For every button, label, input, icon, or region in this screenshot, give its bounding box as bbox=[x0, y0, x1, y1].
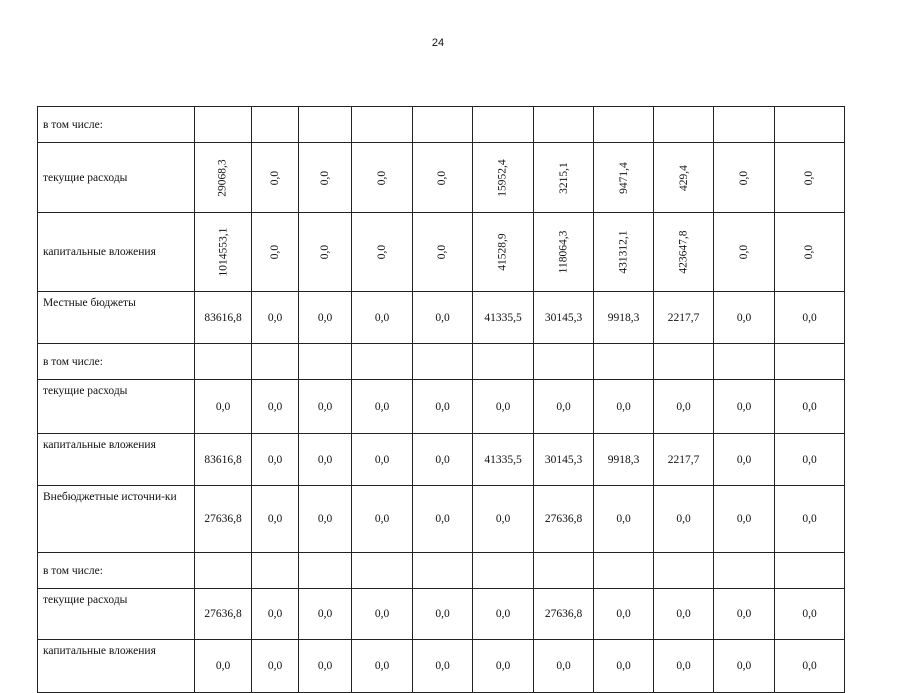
table-cell bbox=[714, 213, 775, 292]
table-body bbox=[38, 107, 845, 693]
table-cell bbox=[195, 107, 252, 143]
table-cell: 0,0 bbox=[654, 589, 714, 640]
table-cell: 0,0 bbox=[413, 589, 473, 640]
table-cell: 0,0 bbox=[534, 380, 594, 434]
row-label: Внебюджетные источни-ки bbox=[38, 486, 195, 553]
table-cell: 0,0 bbox=[195, 380, 252, 434]
table-cell bbox=[654, 344, 714, 380]
table-cell: 27636,8 bbox=[534, 589, 594, 640]
table-row bbox=[38, 344, 845, 380]
table-cell bbox=[352, 107, 413, 143]
table-cell: 0,0 bbox=[252, 589, 299, 640]
table-row bbox=[38, 434, 845, 486]
table-row bbox=[38, 589, 845, 640]
table-row bbox=[38, 107, 845, 143]
table-cell bbox=[252, 553, 299, 589]
cell-value: 0,0 bbox=[376, 244, 388, 260]
table-cell bbox=[654, 143, 714, 213]
table-row bbox=[38, 486, 845, 553]
row-label: текущие расходы bbox=[38, 143, 195, 213]
cell-value: 0,0 bbox=[803, 170, 816, 185]
table-cell bbox=[473, 344, 534, 380]
table-cell bbox=[413, 213, 473, 292]
table-cell: 0,0 bbox=[775, 434, 845, 486]
table-cell bbox=[775, 344, 845, 380]
row-label: капитальные вложения bbox=[38, 434, 195, 486]
table-cell: 0,0 bbox=[714, 589, 775, 640]
table-cell bbox=[714, 143, 775, 213]
table-cell bbox=[594, 107, 654, 143]
table-cell: 0,0 bbox=[352, 486, 413, 553]
table-cell: 0,0 bbox=[413, 640, 473, 693]
table-cell: 9918,3 bbox=[594, 292, 654, 344]
table-cell: 0,0 bbox=[654, 380, 714, 434]
table-cell bbox=[775, 553, 845, 589]
table-cell: 0,0 bbox=[594, 589, 654, 640]
table-cell bbox=[534, 553, 594, 589]
table-cell bbox=[534, 213, 594, 292]
table-cell: 0,0 bbox=[775, 589, 845, 640]
table-cell bbox=[413, 143, 473, 213]
table-cell: 0,0 bbox=[775, 640, 845, 693]
table-cell bbox=[654, 553, 714, 589]
table-cell bbox=[594, 553, 654, 589]
table-cell: 30145,3 bbox=[534, 434, 594, 486]
table-cell bbox=[654, 213, 714, 292]
cell-value: 3215,1 bbox=[557, 161, 570, 194]
table-cell: 0,0 bbox=[252, 640, 299, 693]
table-row bbox=[38, 292, 845, 344]
cell-value: 0,0 bbox=[436, 170, 449, 185]
table-row bbox=[38, 553, 845, 589]
table-cell: 0,0 bbox=[352, 640, 413, 693]
table-cell: 0,0 bbox=[473, 380, 534, 434]
cell-value: 0,0 bbox=[269, 244, 281, 260]
table-cell: 0,0 bbox=[714, 486, 775, 553]
table-cell bbox=[473, 107, 534, 143]
table-cell: 0,0 bbox=[473, 640, 534, 693]
table-cell: 83616,8 bbox=[195, 434, 252, 486]
table-cell: 27636,8 bbox=[195, 589, 252, 640]
table-cell bbox=[195, 553, 252, 589]
cell-value: 0,0 bbox=[319, 244, 331, 260]
table-cell bbox=[299, 107, 352, 143]
table-cell: 0,0 bbox=[252, 292, 299, 344]
table-cell bbox=[594, 143, 654, 213]
row-label: в том числе: bbox=[38, 553, 195, 589]
table-cell: 27636,8 bbox=[534, 486, 594, 553]
table-cell: 2217,7 bbox=[654, 292, 714, 344]
budget-table bbox=[37, 106, 845, 693]
cell-value: 0,0 bbox=[738, 244, 750, 260]
row-label: Местные бюджеты bbox=[38, 292, 195, 344]
cell-value: 423647,8 bbox=[677, 230, 690, 274]
table-cell bbox=[352, 553, 413, 589]
table-cell: 0,0 bbox=[195, 640, 252, 693]
table-cell bbox=[534, 344, 594, 380]
table-cell bbox=[252, 213, 299, 292]
table-cell bbox=[775, 107, 845, 143]
table-cell bbox=[714, 553, 775, 589]
cell-value: 431312,1 bbox=[617, 230, 630, 274]
page-number: 24 bbox=[431, 37, 445, 49]
table-cell bbox=[299, 344, 352, 380]
table-cell: 0,0 bbox=[352, 589, 413, 640]
row-label: капитальные вложения bbox=[38, 213, 195, 292]
table-cell: 0,0 bbox=[775, 486, 845, 553]
row-label: капитальные вложения bbox=[38, 640, 195, 693]
table-cell: 0,0 bbox=[352, 434, 413, 486]
table-cell: 0,0 bbox=[714, 292, 775, 344]
table-cell: 0,0 bbox=[299, 434, 352, 486]
table-cell: 0,0 bbox=[594, 640, 654, 693]
table-cell bbox=[473, 143, 534, 213]
table-cell: 0,0 bbox=[299, 292, 352, 344]
table-cell: 0,0 bbox=[299, 380, 352, 434]
cell-value: 1014553,1 bbox=[217, 227, 229, 277]
row-label: в том числе: bbox=[38, 107, 195, 143]
table-cell: 0,0 bbox=[775, 292, 845, 344]
table-row bbox=[38, 213, 845, 292]
table-cell: 0,0 bbox=[252, 380, 299, 434]
table-cell: 41335,5 bbox=[473, 434, 534, 486]
table-cell bbox=[413, 344, 473, 380]
table-cell: 0,0 bbox=[413, 380, 473, 434]
table-cell bbox=[775, 213, 845, 292]
table-cell: 83616,8 bbox=[195, 292, 252, 344]
table-row bbox=[38, 640, 845, 693]
cell-value: 0,0 bbox=[803, 244, 816, 260]
table-cell bbox=[252, 344, 299, 380]
table-cell: 0,0 bbox=[594, 380, 654, 434]
table-cell bbox=[473, 213, 534, 292]
table-cell: 2217,7 bbox=[654, 434, 714, 486]
table-cell bbox=[252, 143, 299, 213]
cell-value: 118064,3 bbox=[557, 230, 570, 274]
table-cell: 0,0 bbox=[299, 640, 352, 693]
table-cell: 41335,5 bbox=[473, 292, 534, 344]
table-cell bbox=[714, 107, 775, 143]
table-cell bbox=[775, 143, 845, 213]
table-row bbox=[38, 143, 845, 213]
table-cell: 0,0 bbox=[352, 292, 413, 344]
table-cell: 0,0 bbox=[654, 640, 714, 693]
table-cell bbox=[654, 107, 714, 143]
table-cell: 9918,3 bbox=[594, 434, 654, 486]
table-cell bbox=[299, 143, 352, 213]
table-cell bbox=[195, 213, 252, 292]
table-cell: 0,0 bbox=[352, 380, 413, 434]
table-cell bbox=[594, 213, 654, 292]
table-cell bbox=[352, 143, 413, 213]
cell-value: 0,0 bbox=[436, 244, 449, 260]
table-cell bbox=[195, 344, 252, 380]
cell-value: 0,0 bbox=[376, 170, 388, 185]
table-cell: 30145,3 bbox=[534, 292, 594, 344]
cell-value: 0,0 bbox=[269, 170, 281, 185]
table-cell bbox=[352, 344, 413, 380]
table-cell bbox=[299, 213, 352, 292]
table-cell: 0,0 bbox=[714, 380, 775, 434]
cell-value: 41528,9 bbox=[497, 233, 509, 271]
table-cell: 0,0 bbox=[413, 486, 473, 553]
table-cell: 0,0 bbox=[594, 486, 654, 553]
table-cell: 0,0 bbox=[252, 486, 299, 553]
table-cell bbox=[534, 143, 594, 213]
cell-value: 9471,4 bbox=[617, 161, 630, 194]
table-row bbox=[38, 380, 845, 434]
table-cell bbox=[714, 344, 775, 380]
table-cell: 0,0 bbox=[299, 589, 352, 640]
table-cell bbox=[534, 107, 594, 143]
table-cell bbox=[473, 553, 534, 589]
table-cell: 0,0 bbox=[252, 434, 299, 486]
cell-value: 29068,3 bbox=[217, 158, 229, 197]
table-cell: 0,0 bbox=[714, 434, 775, 486]
table-cell: 0,0 bbox=[413, 434, 473, 486]
table-cell bbox=[352, 213, 413, 292]
table-cell bbox=[594, 344, 654, 380]
row-label: текущие расходы bbox=[38, 589, 195, 640]
cell-value: 0,0 bbox=[319, 170, 331, 185]
table-cell bbox=[413, 107, 473, 143]
table-cell bbox=[195, 143, 252, 213]
row-label: в том числе: bbox=[38, 344, 195, 380]
table-cell: 27636,8 bbox=[195, 486, 252, 553]
cell-value: 429,4 bbox=[677, 164, 690, 191]
table-cell bbox=[413, 553, 473, 589]
table-cell bbox=[252, 107, 299, 143]
table-cell bbox=[299, 553, 352, 589]
cell-value: 0,0 bbox=[738, 170, 750, 185]
row-label: текущие расходы bbox=[38, 380, 195, 434]
table-cell: 0,0 bbox=[473, 486, 534, 553]
table-cell: 0,0 bbox=[413, 292, 473, 344]
table-cell: 0,0 bbox=[654, 486, 714, 553]
table-cell: 0,0 bbox=[534, 640, 594, 693]
table-cell: 0,0 bbox=[299, 486, 352, 553]
cell-value: 15952,4 bbox=[497, 158, 509, 197]
table-cell: 0,0 bbox=[775, 380, 845, 434]
table-cell: 0,0 bbox=[473, 589, 534, 640]
table-cell: 0,0 bbox=[714, 640, 775, 693]
